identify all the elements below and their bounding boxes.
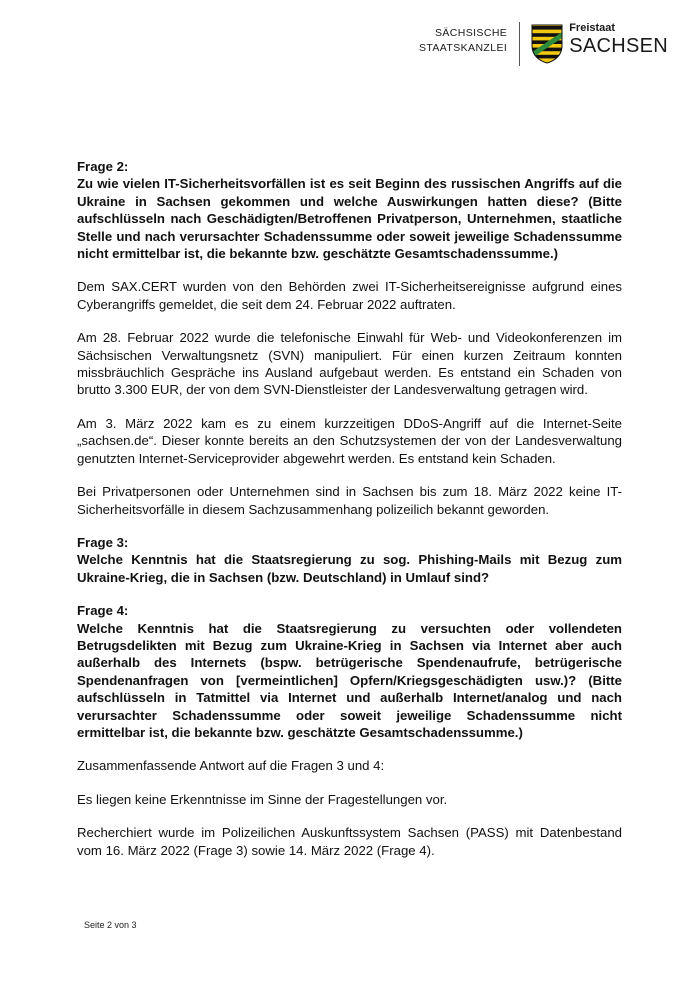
answer-3-4-statement: Es liegen keine Erkenntnisse im Sinne der Fragestellungen vor. <box>77 791 448 807</box>
brand-wordmark <box>569 22 668 56</box>
answer-2-paragraph-3: Am 3. März 2022 kam es zu einem kurzzeitigen DDoS-Angriff auf die Internet-Seite „sachsen.de“. Dieser konnte bereits an den Schutzsystemen der von der Landesverwaltung genutzten Internet-Serviceprovider abgewehrt werden. Es entstand kein Schaden. <box>77 415 622 466</box>
answer-3-4-source: Recherchiert wurde im Polizeilichen Auskunftssystem Sachsen (PASS) mit Datenbestand vom 16. März 2022 (Frage 3) sowie 14. März 2022 (Frage 4). <box>77 825 622 858</box>
answer-2-paragraph-4: Bei Privatpersonen oder Unternehmen sind in Sachsen bis zum 18. März 2022 keine IT-Sicherheitsvorfälle in diesem Sachzusammenhang polizeilich bekannt geworden. <box>77 484 622 517</box>
question-2-label: Frage 2: <box>77 159 129 174</box>
saxony-coat-of-arms-icon <box>531 24 563 64</box>
office-name <box>419 26 507 56</box>
brand-line-1: Freistaat <box>569 22 616 34</box>
question-3-text: Welche Kenntnis hat die Staatsregierung zu sog. Phishing-Mails mit Bezug zum Ukraine-Krieg, die in Sachsen (bzw. Deutschland) in Umlauf sind? <box>77 552 622 585</box>
answer-2-paragraph-1: Dem SAX.CERT wurden von den Behörden zwei IT-Sicherheitsereignisse aufgrund eines Cyberangriffs gemeldet, die seit dem 24. Februar 2022 auftraten. <box>77 279 622 312</box>
question-2-text: Zu wie vielen IT-Sicherheitsvorfällen ist es seit Beginn des russischen Angriffs auf die Ukraine in Sachsen gekommen und welche Auswirkungen hatten diese? (Bitte aufschlüsseln nach Geschädigten/Betroffenen Privatperson, Unternehmen, staatliche Stelle und nach verursachter Schadenssumme oder soweit jeweilige Schadenssumme nicht ermittelbar ist, die bekannte bzw. geschätzte Gesamtschadenssumme.) <box>77 176 622 262</box>
answer-2-paragraph-2: Am 28. Februar 2022 wurde die telefonische Einwahl für Web- und Videokonferenzen im Sächsischen Verwaltungsnetz (SVN) manipuliert. Für einen kurzen Zeitraum konnten missbräuchlich Gespräche ins Ausland aufgebaut werden. Es entstand ein Schaden von brutto 3.300 EUR, der von dem SVN-Dienstleister der Landesverwaltung getragen wird. <box>77 330 622 398</box>
page-number: Seite 2 von 3 <box>84 920 137 930</box>
question-4-text: Welche Kenntnis hat die Staatsregierung zu versuchten oder vollendeten Betrugsdelikten mit Bezug zum Ukraine-Krieg in Sachsen via Internet aber auch außerhalb des Internets (bspw. betrügerische Spendenaufrufe, betrügerische Spendenanfragen von [vermeintlichen] Opfern/Kriegsgeschädigten usw.)? (Bitte aufschlüsseln in Tatmittel via Internet und außerhalb Internet/analog und nach verursachter Schadenssumme oder soweit jeweilige Schadenssumme nicht ermittelbar ist, die bekannte bzw. geschätzte Gesamtschadenssumme.) <box>77 620 622 740</box>
question-3-label: Frage 3: <box>77 534 129 550</box>
brand-line-2: SACHSEN <box>569 35 668 57</box>
question-4-label: Frage 4: <box>77 603 129 619</box>
office-line-2: STAATSKANZLEI <box>418 42 508 54</box>
letterhead-divider <box>519 22 520 66</box>
letterhead <box>419 22 668 68</box>
office-line-1: SÄCHSISCHE <box>434 27 508 39</box>
document-body <box>77 158 622 859</box>
answer-3-4-intro: Zusammenfassende Antwort auf die Fragen 3 und 4: <box>77 758 385 774</box>
